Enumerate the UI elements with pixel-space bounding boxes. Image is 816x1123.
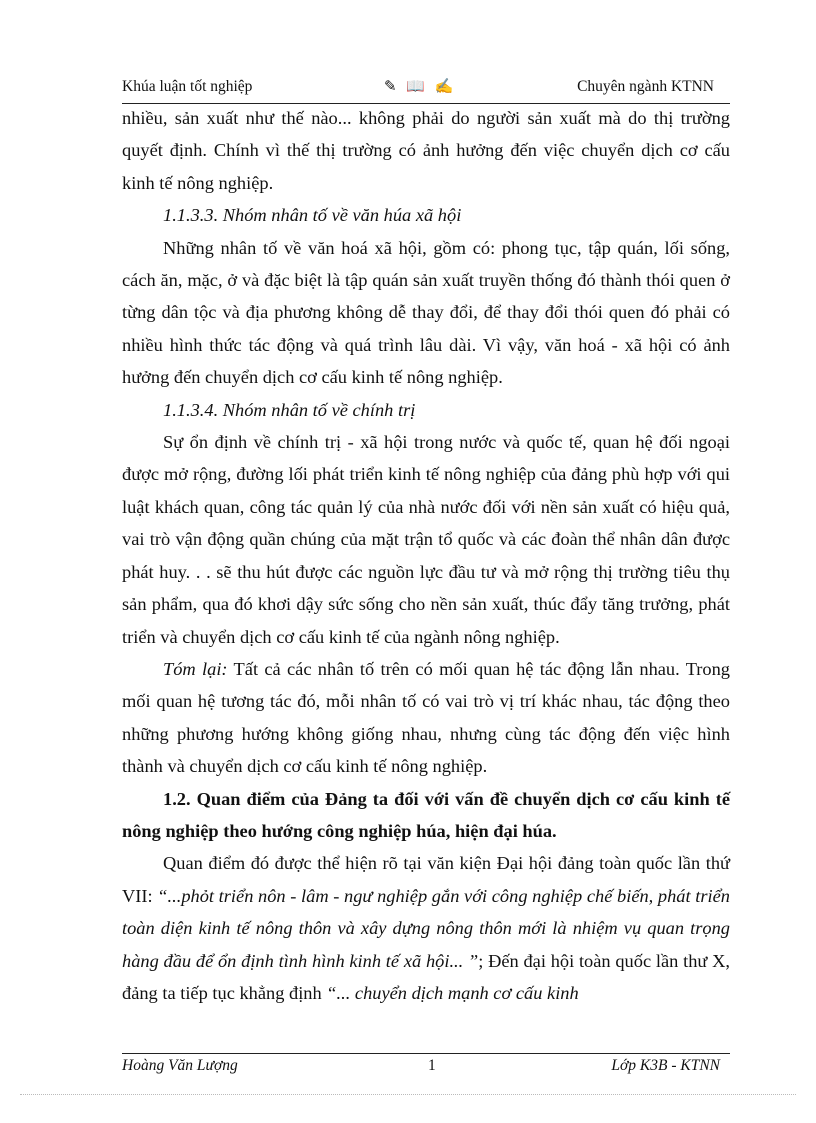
paragraph-culture-factors: Những nhân tố về văn hoá xã hội, gồm có: phong tục, tập quán, lối sống, cách ăn, mặc, ở và đặc biệt là tập quán sản xuất truyền thống đó thành thói quen ở từng dân tộc và địa phương không dễ thay đổi, để thay đổi thói quen đó phải có nhiều hình thức tác động và quá trình lâu dài. Vì vậy, văn hoá - xã hội có ảnh hưởng đến chuyển dịch cơ cấu kinh tế nông nghiệp. <box>122 237 730 388</box>
summary-text: Tất cả các nhân tố trên có mối quan hệ tác động lẫn nhau. Trong mối quan hệ tương tác đó, mỗi nhân tố có vai trò vị trí khác nhau, tác động theo những phương hướng không giống nhau, nhưng cùng tác động đến việc hình thành và chuyển dịch cơ cấu kinh tế nông nghiệp. <box>122 658 730 777</box>
footer-author: Hoàng Văn Lượng <box>122 1057 238 1074</box>
subheading-1-1-3-4: 1.1.3.4. Nhóm nhân tố về chính trị <box>163 399 416 420</box>
viewpoint-quote-2: “... chuyển dịch mạnh cơ cấu kinh <box>326 982 579 1003</box>
page-header <box>122 78 730 100</box>
section-heading-1-2: 1.2. Quan điểm của Đảng ta đối với vấn đề chuyển dịch cơ cấu kinh tế nông nghiệp theo hướng công nghiệp húa, hiện đại húa. <box>122 788 730 841</box>
subheading-1-1-3-3: 1.1.3.3. Nhóm nhân tố về văn húa xã hội <box>163 205 462 226</box>
page-edge-divider <box>20 1094 796 1095</box>
header-decorative-icons: ✎ 📖 ✍ <box>384 79 457 95</box>
paragraph-summary <box>122 653 730 783</box>
header-thesis-label: Khúa luận tốt nghiệp <box>122 78 253 95</box>
viewpoint-text-a: Quan điểm đó được thể hiện rõ tại văn kiện Đại hội đảng toàn quốc lần thứ VII: <box>122 853 730 906</box>
page-body <box>122 102 730 1009</box>
viewpoint-quote-1: “...phỏt triển nôn - lâm - ngư nghiệp gắn với công nghiệp chế biến, phát triển toàn diện kinh tế nông thôn và xây dựng nông thôn mới là nhiệm vụ quan trọng hàng đầu để ổn định tình hình kinh tế xã hội... ” <box>122 885 730 971</box>
page-footer <box>122 1057 730 1079</box>
viewpoint-text-b: ; Đến đại hội toàn quốc lần thư X, đảng ta tiếp tục khẳng định <box>122 950 730 1003</box>
summary-lead: Tóm lại: <box>163 658 228 679</box>
footer-page-number: 1 <box>428 1057 436 1074</box>
footer-class: Lớp K3B - KTNN <box>611 1057 720 1074</box>
header-major-label: Chuyên ngành KTNN <box>577 78 714 95</box>
paragraph-market-influence: nhiều, sản xuất như thế nào... không phải do người sản xuất mà do thị trường quyết định. Chính vì thế thị trường có ảnh hưởng đến việc chuyển dịch cơ cấu kinh tế nông nghiệp. <box>122 108 730 193</box>
paragraph-politics-factors: Sự ổn định về chính trị - xã hội trong nước và quốc tế, quan hệ đối ngoại được mở rộng, đường lối phát triển kinh tế nông nghiệp của đảng phù hợp với qui luật khách quan, công tác quản lý của nhà nước đối với nền sản xuất có hiệu quả, vai trò vận động quần chúng của mặt trận tổ quốc và các đoàn thể nhân dân được phát huy. . . sẽ thu hút được các nguồn lực đầu tư và mở rộng thị trường tiêu thụ sản phẩm, qua đó khơi dậy sức sống cho nền sản xuất, thúc đẩy tăng trưởng, phát triển và chuyển dịch cơ cấu kinh tế của ngành nông nghiệp. <box>122 432 730 647</box>
paragraph-party-viewpoint <box>122 847 730 1009</box>
footer-divider <box>122 1053 730 1054</box>
